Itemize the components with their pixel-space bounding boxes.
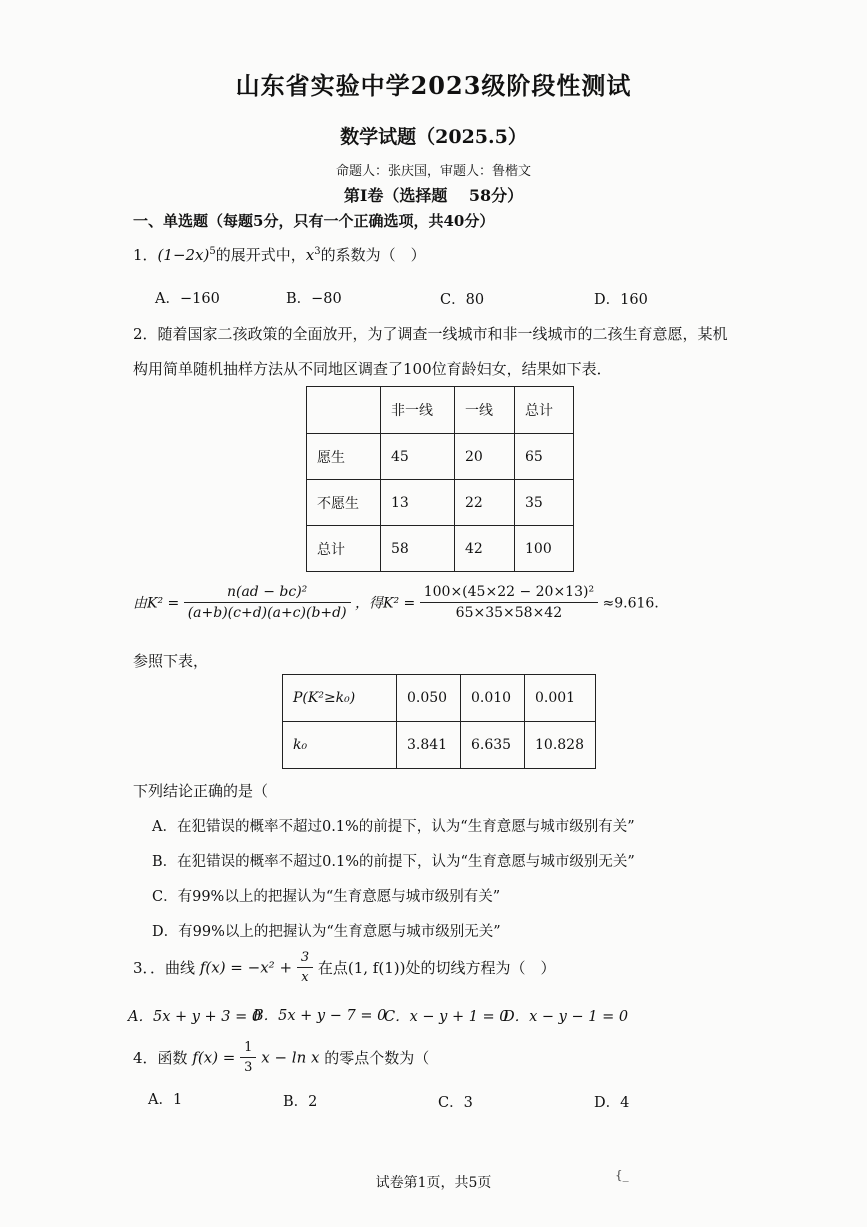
q2-text-line-1: 2．随着国家二孩政策的全面放开，为了调查一线城市和非一线城市的二孩生育意愿，某机 [133, 325, 728, 343]
question-1 [133, 244, 426, 265]
exam-authors: 命题人：张庆国，审题人：鲁楷文 [335, 164, 531, 179]
table-cell: 总计 [307, 526, 381, 572]
table-cell: 100 [515, 526, 574, 572]
calc-denominator: 65×35×58×42 [455, 605, 563, 621]
table-row [283, 675, 596, 722]
reference-text: 参照下表， [133, 652, 209, 670]
formula-middle: ，得K² = [355, 595, 416, 612]
table-row [307, 434, 574, 480]
table-cell: 0.001 [525, 675, 596, 722]
q3-option-c[interactable]: C．x − y + 1 = 0 [384, 1009, 509, 1025]
calc-result: ≈9.616． [602, 595, 669, 612]
exam-subtitle: 数学试题（2025.5） [340, 126, 527, 148]
q3-suffix: 在点(1, f(1))处的切线方程为（ ） [317, 959, 556, 977]
calc-fraction [420, 584, 598, 621]
q1-exponent: 5 [209, 246, 216, 257]
q4-fraction [240, 1040, 256, 1075]
q2-option-c[interactable]: C．有99%以上的把握认为“生育意愿与城市级别有关” [152, 889, 501, 905]
q4-expression: x − ln x [261, 1048, 320, 1067]
q3-frac-numerator: 3 [297, 950, 313, 968]
table-header: 非一线 [381, 387, 455, 434]
q3-fraction [297, 950, 313, 985]
table-cell: P(K²≥k₀) [283, 675, 397, 722]
table-cell: 22 [455, 480, 515, 526]
table-cell: 3.841 [397, 722, 461, 769]
formula-prefix: 由K² = [133, 595, 180, 612]
q1-x-exponent: 3 [314, 246, 321, 257]
critical-value-table [282, 674, 596, 769]
q1-option-d[interactable]: D．160 [594, 292, 648, 308]
table-cell: 65 [515, 434, 574, 480]
conclusion-prompt: 下列结论正确的是（ [133, 782, 269, 800]
q4-frac-denominator: 3 [244, 1060, 253, 1075]
q4-option-a[interactable]: A．1 [148, 1092, 183, 1108]
q3-prefix: 3．．曲线 [133, 959, 196, 977]
table-cell: 20 [455, 434, 515, 480]
page-footer: 试卷第1页，共5页 [375, 1175, 492, 1191]
q3-option-a[interactable]: A．5x + y + 3 = 0 [128, 1009, 262, 1025]
formula-numerator: n(ad − bc)² [184, 584, 351, 603]
q1-option-a[interactable]: A．−160 [155, 291, 220, 307]
question-4 [133, 1040, 429, 1075]
table-header: 总计 [515, 387, 574, 434]
table-cell: 不愿生 [307, 480, 381, 526]
calc-numerator: 100×(45×22 − 20×13)² [420, 584, 598, 603]
table-row [307, 526, 574, 572]
q2-option-d[interactable]: D．有99%以上的把握认为“生育意愿与城市级别无关” [152, 924, 501, 940]
survey-table [306, 386, 574, 572]
table-header: 一线 [455, 387, 515, 434]
q3-option-b[interactable]: B．5x + y − 7 = 0 [253, 1008, 387, 1024]
q4-frac-numerator: 1 [240, 1040, 256, 1058]
exam-title: 山东省实验中学2023级阶段性测试 [235, 71, 632, 100]
q3-function: f(x) = −x² + [199, 958, 293, 977]
question-number: 1． [133, 246, 158, 264]
volume-heading: 第Ⅰ卷（选择题 58分） [343, 186, 524, 205]
section-heading: 一、单选题（每题5分，只有一个正确选项，共40分） [133, 212, 495, 230]
q2-text-line-2: 构用简单随机抽样方法从不同地区调查了100位育龄妇女，结果如下表． [133, 360, 612, 378]
q4-option-d[interactable]: D．4 [594, 1095, 630, 1111]
q1-expression: (1−2x) [157, 246, 210, 264]
q4-function: f(x) = [192, 1048, 236, 1067]
corner-mark: {_ [615, 1168, 629, 1182]
table-cell [307, 387, 381, 434]
q1-option-b[interactable]: B．−80 [286, 291, 342, 307]
q4-option-c[interactable]: C．3 [438, 1095, 473, 1111]
q1-option-c[interactable]: C．80 [440, 292, 485, 308]
table-row [283, 722, 596, 769]
table-cell: 13 [381, 480, 455, 526]
k-squared-formula [133, 584, 668, 621]
table-cell: 0.050 [397, 675, 461, 722]
q4-prefix: 4．函数 [133, 1049, 188, 1067]
question-3 [133, 950, 555, 985]
table-cell: 6.635 [461, 722, 525, 769]
q2-option-b[interactable]: B．在犯错误的概率不超过0.1%的前提下，认为“生育意愿与城市级别无关” [152, 854, 635, 870]
q3-frac-denominator: x [301, 970, 309, 985]
table-cell: 42 [455, 526, 515, 572]
q1-x: x [305, 246, 315, 264]
table-cell: k₀ [283, 722, 397, 769]
table-cell: 0.010 [461, 675, 525, 722]
table-header-row [307, 387, 574, 434]
table-cell: 58 [381, 526, 455, 572]
q1-text-end: 的系数为（ ） [320, 246, 426, 264]
q1-text: 的展开式中， [215, 246, 306, 264]
table-cell: 45 [381, 434, 455, 480]
q4-suffix: 的零点个数为（ [324, 1049, 430, 1067]
formula-denominator: (a+b)(c+d)(a+c)(b+d) [187, 605, 347, 621]
q3-option-d[interactable]: D．x − y − 1 = 0 [503, 1009, 629, 1025]
table-row [307, 480, 574, 526]
table-cell: 35 [515, 480, 574, 526]
table-cell: 愿生 [307, 434, 381, 480]
formula-fraction [184, 584, 351, 621]
q4-option-b[interactable]: B．2 [283, 1094, 318, 1110]
table-cell: 10.828 [525, 722, 596, 769]
q2-option-a[interactable]: A．在犯错误的概率不超过0.1%的前提下，认为“生育意愿与城市级别有关” [152, 819, 635, 835]
